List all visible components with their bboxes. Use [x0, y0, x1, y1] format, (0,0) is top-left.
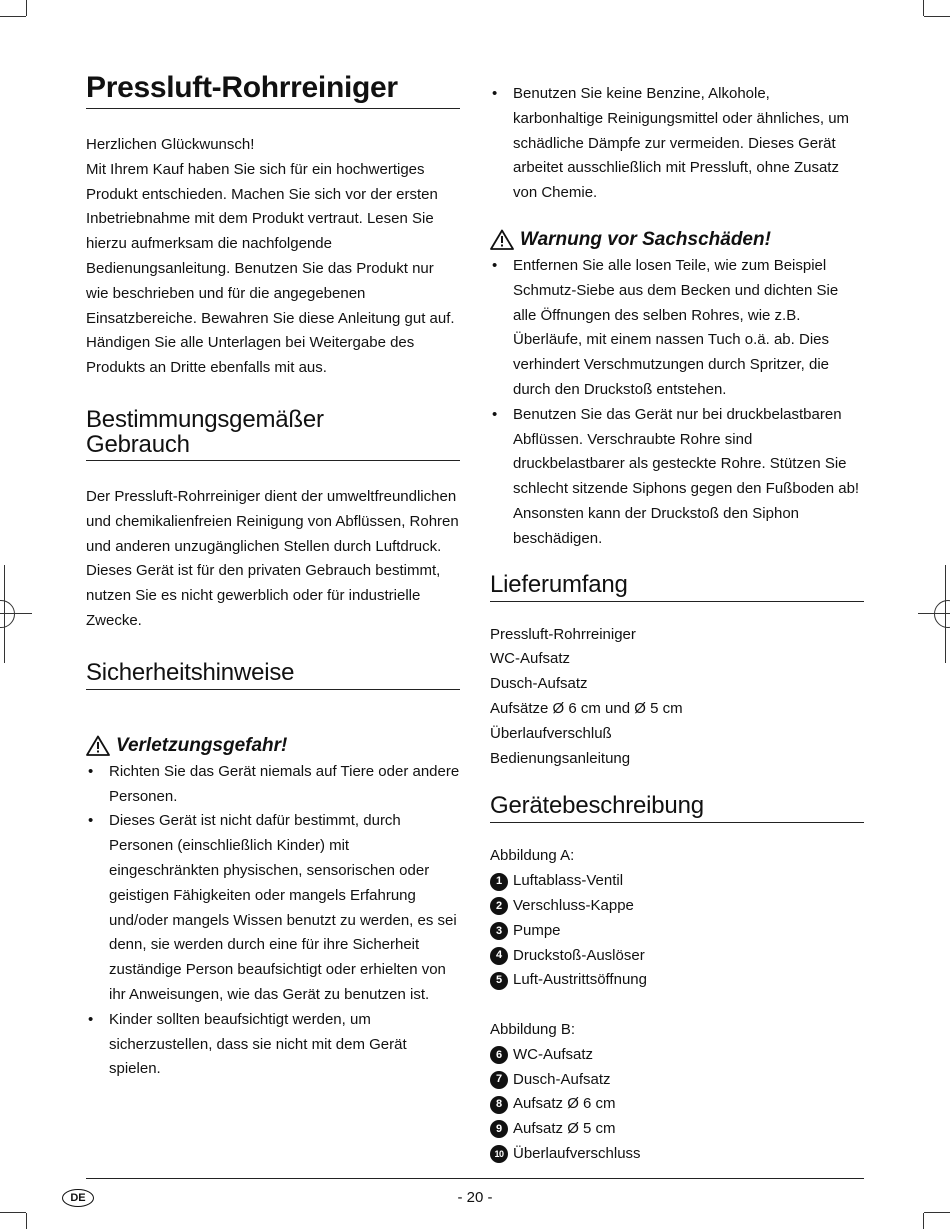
- list-item: • Benutzen Sie keine Benzine, Alkohole, karbonhaltige Reinigungsmittel oder ähnliches, um schädliche Dämpfe zur vermeiden. Dieses Gerät arbeitet ausschließlich mit Pressluft, ohne Zusatz von Chemie.: [490, 82, 864, 206]
- usage-section: [86, 485, 460, 634]
- figure-a-label: Abbildung A:: [490, 847, 575, 865]
- part-label: Druckstoß-Auslöser: [513, 946, 645, 964]
- list-item: [490, 1092, 864, 1117]
- list-item: [490, 968, 864, 993]
- list-item: [490, 1068, 864, 1093]
- damage-bullet-list: [490, 254, 864, 552]
- list-item: [490, 944, 864, 969]
- list-item: [490, 1142, 864, 1167]
- part-label: Luftablass-Ventil: [513, 872, 624, 890]
- list-item: [490, 1117, 864, 1142]
- part-number-badge: 3: [490, 922, 508, 940]
- part-label: Aufsatz Ø 6 cm: [513, 1095, 616, 1113]
- list-item: • Richten Sie das Gerät niemals auf Tiere oder andere Personen.: [86, 760, 460, 810]
- list-item: [490, 869, 864, 894]
- injury-bullet-list: [86, 760, 460, 1082]
- part-number-badge: 7: [490, 1071, 508, 1089]
- page-number: - 20 -: [457, 1189, 493, 1206]
- figure-b-label: Abbildung B:: [490, 1020, 576, 1038]
- language-badge: DE: [62, 1189, 94, 1207]
- part-number-badge: 1: [490, 873, 508, 891]
- usage-heading: Bestimmungsgemäßer Gebrauch: [86, 405, 324, 458]
- crop-mark: [923, 1213, 924, 1229]
- crop-mark: [0, 1212, 26, 1213]
- warning-triangle-icon: [86, 735, 110, 756]
- part-number-badge: 10: [490, 1145, 508, 1163]
- list-item: Aufsätze Ø 6 cm und Ø 5 cm: [490, 699, 683, 717]
- crop-mark: [924, 16, 950, 17]
- left-column: [86, 70, 460, 1082]
- crop-mark: [924, 1212, 950, 1213]
- list-item: Überlaufverschluß: [490, 724, 612, 742]
- figure-b-section: [490, 1018, 864, 1167]
- list-item: Bedienungsanleitung: [490, 749, 631, 767]
- page-title: Pressluft-Rohrreiniger: [86, 70, 460, 109]
- part-number-badge: 9: [490, 1120, 508, 1138]
- safety-heading: Sicherheitshinweise: [86, 660, 460, 690]
- damage-warning-text: Warnung vor Sachschäden!: [520, 228, 771, 250]
- injury-warning-title: [86, 734, 460, 758]
- usage-heading-rule: [86, 460, 460, 461]
- part-label: Überlaufverschluss: [513, 1144, 641, 1162]
- usage-paragraph: Dieses Gerät ist für den privaten Gebrauch bestimmt, nutzen Sie es nicht gewerblich oder für industrielle Zwecke.: [86, 562, 441, 629]
- list-item: Pressluft-Rohrreiniger: [490, 625, 636, 643]
- warning-triangle-icon: [490, 229, 514, 250]
- part-label: Verschluss-Kappe: [513, 896, 634, 914]
- part-label: Dusch-Aufsatz: [513, 1070, 611, 1088]
- intro-section: [86, 133, 460, 381]
- part-label: Pumpe: [513, 921, 561, 939]
- part-label: WC-Aufsatz: [513, 1045, 594, 1063]
- list-item: Dusch-Aufsatz: [490, 675, 588, 693]
- description-heading: Gerätebeschreibung: [490, 793, 864, 823]
- list-item: [490, 894, 864, 919]
- list-item: [490, 1043, 864, 1068]
- list-item: • Kinder sollten beaufsichtigt werden, um sicherzustellen, dass sie nicht mit dem Gerät spielen.: [86, 1008, 460, 1082]
- right-column: [490, 82, 864, 1167]
- scope-list: [490, 623, 864, 772]
- damage-warning-title: [490, 228, 864, 252]
- list-item: [490, 919, 864, 944]
- list-item: WC-Aufsatz: [490, 650, 571, 668]
- crop-mark: [923, 0, 924, 16]
- intro-paragraph: Mit Ihrem Kauf haben Sie sich für ein hochwertiges Produkt entschieden. Machen Sie sich vor der ersten Inbetriebnahme mit dem Produkt vertraut. Lesen Sie hierzu aufmerksam die nachfolgende Bedienungsanleitung. Benutzen Sie das Produkt nur wie beschrieben und für die angegebenen Einsatzbereiche. Bewahren Sie diese Anleitung gut auf. Händigen Sie alle Unterlagen bei Weitergabe des Produkts an Dritte ebenfalls mit aus.: [86, 160, 455, 377]
- usage-paragraph: Der Pressluft-Rohrreiniger dient der umweltfreundlichen und chemikalienfreien Reinigung von Abflüssen, Rohren und anderen unzugänglichen Stellen durch Luftdruck.: [86, 487, 459, 555]
- part-number-badge: 4: [490, 947, 508, 965]
- chemical-bullet-list: [490, 82, 864, 206]
- footer-rule: [86, 1178, 864, 1179]
- list-item: • Benutzen Sie das Gerät nur bei druckbelastbaren Abflüssen. Verschraubte Rohre sind druckbelastbarer als gesteckte Rohre. Stützen Sie schlecht sitzende Siphons gegen den Fußboden ab! Ansonsten kann der Druckstoß den Siphon beschädigen.: [490, 403, 864, 552]
- part-number-badge: 6: [490, 1046, 508, 1064]
- crop-mark: [26, 1213, 27, 1229]
- figure-a-section: [490, 844, 864, 993]
- figure-a-parts: [490, 869, 864, 993]
- part-number-badge: 2: [490, 897, 508, 915]
- part-label: Aufsatz Ø 5 cm: [513, 1120, 616, 1138]
- crop-mark: [0, 16, 26, 17]
- part-label: Luft-Austrittsöffnung: [513, 971, 647, 989]
- list-item: • Entfernen Sie alle losen Teile, wie zum Beispiel Schmutz-Siebe aus dem Becken und dichten Sie alle Öffnungen des selben Rohres, wie z.B. Überläufe, mit einem nassen Tuch o.ä. ab. Dies verhindert Verschmutzungen durch Spritzer, die durch den Druckstoß entstehen.: [490, 254, 864, 403]
- part-number-badge: 8: [490, 1096, 508, 1114]
- crop-mark: [26, 0, 27, 16]
- injury-warning-text: Verletzungsgefahr!: [116, 734, 288, 756]
- scope-heading: Lieferumfang: [490, 572, 864, 602]
- figure-b-parts: [490, 1043, 864, 1167]
- list-item: • Dieses Gerät ist nicht dafür bestimmt, durch Personen (einschließlich Kinder) mit eingeschränkten physischen, sensorischen oder geistigen Fähigkeiten oder mangels Erfahrung und/oder mangels Wissen benutzt zu werden, es sei denn, sie werden durch eine für ihre Sicherheit zuständige Person beaufsichtigt oder erhielten von ihr Anweisungen, wie das Gerät zu benutzen ist.: [86, 809, 460, 1007]
- part-number-badge: 5: [490, 972, 508, 990]
- intro-greeting: Herzlichen Glückwunsch!: [86, 136, 255, 153]
